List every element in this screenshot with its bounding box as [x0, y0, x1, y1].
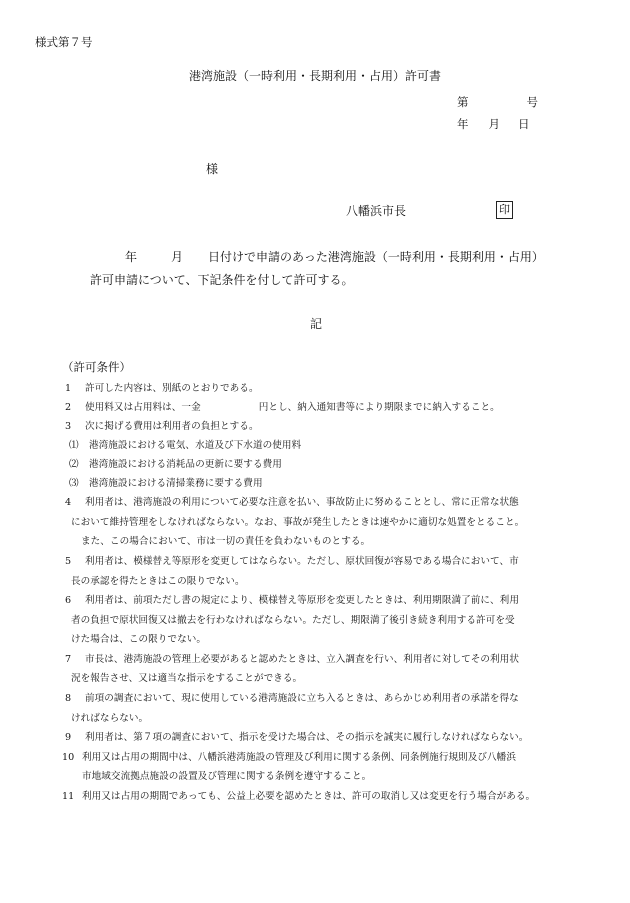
- condition-number: 6: [65, 595, 72, 606]
- subcondition-number: ⑶: [69, 478, 79, 489]
- form-number: 様式第７号: [35, 35, 93, 49]
- date-day: 日: [518, 117, 530, 131]
- condition-text: 前項の調査において、現に使用している港湾施設に立ち入るときは、あらかじめ利用者の承諾を得な: [85, 693, 519, 704]
- issue-date-line: [457, 116, 530, 132]
- condition-number: 4: [65, 497, 72, 508]
- date-month: 月: [488, 117, 500, 131]
- condition-5-line2: 長の承認を得たときはこの限りでない。: [71, 576, 245, 587]
- condition-4-line3: また、この場合において、市は一切の責任を負わないものとする。: [81, 536, 371, 547]
- condition-text: 利用者は、模様替え等原形を変更してはならない。ただし、原状回復が容易である場合において、市: [85, 556, 519, 567]
- conditions-heading: （許可条件）: [62, 360, 131, 374]
- subcondition-text: 港湾施設における消耗品の更新に要する費用: [89, 459, 282, 470]
- condition-3: [65, 418, 259, 432]
- ki-heading: 記: [310, 317, 323, 331]
- permit-number-line: [457, 94, 538, 110]
- condition-2: [65, 399, 500, 413]
- condition-8-line2: ければならない。: [71, 713, 149, 724]
- subcondition-number: ⑵: [69, 459, 79, 470]
- condition-number: 7: [65, 654, 72, 665]
- condition-4-line1: [65, 494, 519, 508]
- condition-number: 3: [65, 421, 72, 432]
- condition-text: 利用又は占用の期間中は、八幡浜港湾施設の管理及び利用に関する条例、同条例施行規則及び八幡浜: [82, 752, 516, 763]
- condition-number: 2: [65, 402, 72, 413]
- condition-6-line3: けた場合は、この限りでない。: [71, 634, 207, 645]
- condition-number: 9: [65, 732, 72, 743]
- addressee-honorific: 様: [206, 162, 219, 176]
- lead-year: 年: [125, 250, 138, 264]
- number-suffix: 号: [526, 95, 538, 109]
- seal-box: 印: [496, 201, 513, 219]
- subcondition-text: 港湾施設における清掃業務に要する費用: [89, 478, 263, 489]
- condition-number: 5: [65, 556, 72, 567]
- condition-number: 10: [62, 752, 75, 763]
- condition-6-line1: [65, 592, 519, 606]
- condition-6-line2: 者の負担で原状回復又は撤去を行わなければならない。ただし、期限満了後引き続き利用する許可を受: [71, 615, 515, 626]
- number-prefix: 第: [457, 95, 469, 109]
- lead-sentence-line1: [125, 248, 544, 265]
- condition-number: 8: [65, 693, 72, 704]
- condition-1: [65, 380, 259, 394]
- condition-10-line2: 市地域交流拠点施設の設置及び管理に関する条例を遵守すること。: [82, 771, 372, 782]
- condition-number: 1: [65, 383, 72, 394]
- condition-text: 利用者は、第７項の調査において、指示を受けた場合は、その指示を誠実に履行しなければならない。: [85, 732, 529, 743]
- condition-10-line1: [62, 749, 516, 763]
- lead-rest: 日付けで申請のあった港湾施設（一時利用・長期利用・占用）: [208, 250, 544, 264]
- condition-text: 円とし、納入通知書等により期限までに納入すること。: [258, 402, 500, 413]
- subcondition-2: [69, 456, 282, 470]
- issuer-name: 八幡浜市長: [346, 204, 407, 218]
- document-title: 港湾施設（一時利用・長期利用・占用）許可書: [188, 69, 441, 83]
- condition-number: 11: [62, 791, 75, 802]
- condition-text: 利用者は、前項ただし書の規定により、模様替え等原形を変更したときは、利用期限満了前に、利用: [85, 595, 519, 606]
- condition-text: 許可した内容は、別紙のとおりである。: [85, 383, 259, 394]
- condition-text: 利用者は、港湾施設の利用について必要な注意を払い、事故防止に努めることとし、常に正常な状態: [85, 497, 519, 508]
- subcondition-number: ⑴: [69, 440, 79, 451]
- date-year: 年: [457, 117, 469, 131]
- condition-text: 使用料又は占用料は、一金: [85, 402, 201, 413]
- condition-7-line1: [65, 651, 519, 665]
- subcondition-text: 港湾施設における電気、水道及び下水道の使用料: [89, 440, 302, 451]
- condition-text: 市長は、港湾施設の管理上必要があると認めたときは、立入調査を行い、利用者に対してその利用状: [85, 654, 519, 665]
- condition-8-line1: [65, 690, 519, 704]
- condition-11: [62, 788, 535, 802]
- condition-4-line2: において維持管理をしなければならない。なお、事故が発生したときは速やかに適切な処置をとること。: [71, 517, 525, 528]
- condition-text: 利用又は占用の期間であっても、公益上必要を認めたときは、許可の取消し又は変更を行う場合がある。: [82, 791, 536, 802]
- lead-sentence-line2: 許可申請について、下記条件を付して許可する。: [90, 273, 354, 287]
- condition-7-line2: 況を報告させ、又は適当な指示をすることができる。: [71, 673, 303, 684]
- condition-text: 次に掲げる費用は利用者の負担とする。: [85, 421, 259, 432]
- subcondition-3: [69, 475, 263, 489]
- condition-9: [65, 729, 528, 743]
- condition-5-line1: [65, 553, 519, 567]
- subcondition-1: [69, 437, 301, 451]
- lead-month: 月: [171, 250, 184, 264]
